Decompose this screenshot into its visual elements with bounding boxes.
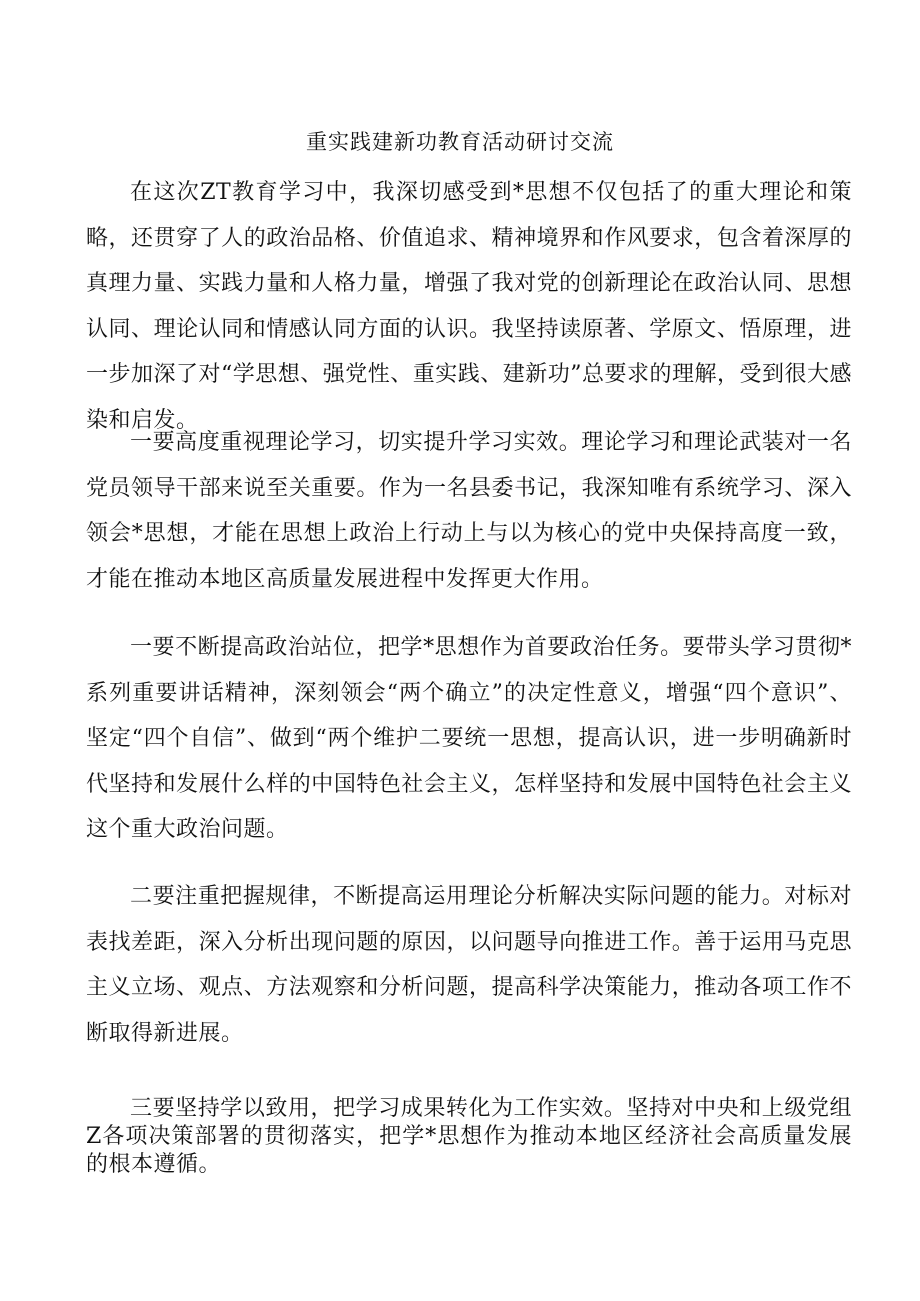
paragraph-apply-learning: 三要坚持学以致用，把学习成果转化为工作实效。坚持对中央和上级党组Z各项决策部署的贯彻落实，把学*思想作为推动本地区经济社会高质量发展的根本遵循。 [86,1096,852,1177]
paragraph-intro: 在这次ZT教育学习中，我深切感受到*思想不仅包括了的重大理论和策略，还贯穿了人的政治品格、价值追求、精神境界和作风要求，包含着深厚的真理力量、实践力量和人格力量，增强了我对党的创新理论在政治认同、思想认同、理论认同和情感认同方面的认识。我坚持读原著、学原文、悟原理，进一步加深了对“学思想、强党性、重实践、建新功”总要求的理解，受到很大感染和启发。 [86,180,852,433]
paragraph-political-stance: 一要不断提高政治站位，把学*思想作为首要政治任务。要带头学习贯彻*系列重要讲话精神，深刻领会“两个确立”的决定性意义，增强“四个意识”、坚定“四个自信”、做到“两个维护二要统一思想，提高认识，进一步明确新时代坚持和发展什么样的中国特色社会主义，怎样坚持和发展中国特色社会主义这个重大政治问题。 [86,635,852,842]
paragraph-theory-study: 一要高度重视理论学习，切实提升学习实效。理论学习和理论武装对一名党员领导干部来说至关重要。作为一名县委书记，我深知唯有系统学习、深入领会*思想，才能在思想上政治上行动上与以为核心的党中央保持高度一致，才能在推动本地区高质量发展进程中发挥更大作用。 [86,430,852,592]
paragraph-grasp-rules: 二要注重把握规律，不断提高运用理论分析解决实际问题的能力。对标对表找差距，深入分析出现问题的原因，以问题导向推进工作。善于运用马克思主义立场、观点、方法观察和分析问题，提高科学决策能力，推动各项工作不断取得新进展。 [86,884,852,1046]
document-title: 重实践建新功教育活动研讨交流 [306,130,614,154]
